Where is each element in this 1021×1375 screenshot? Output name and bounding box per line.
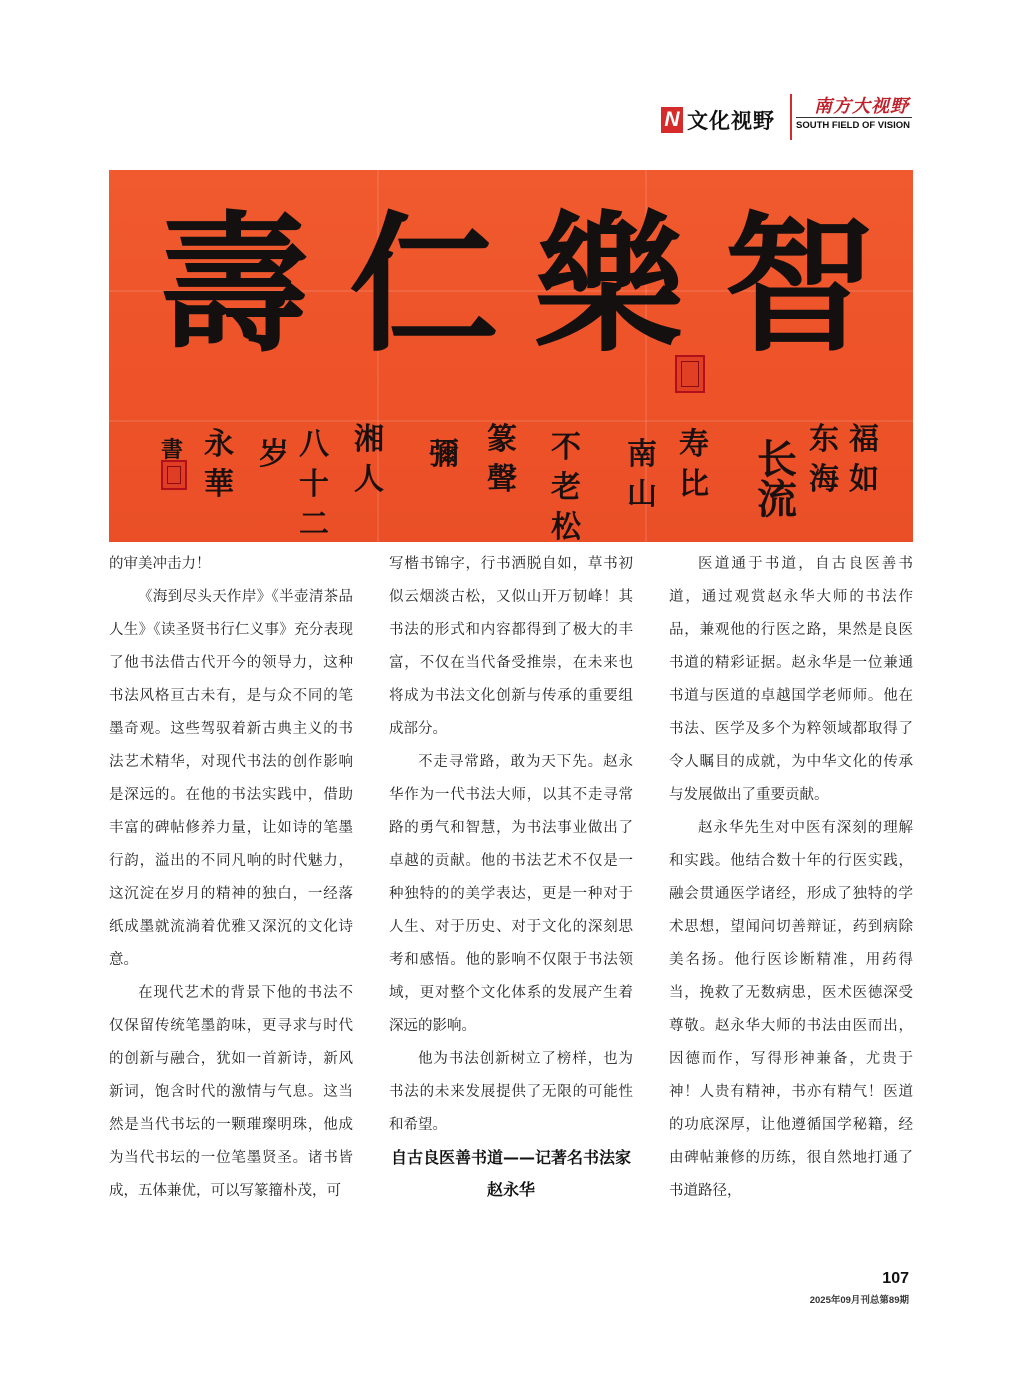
paragraph: 写楷书锦字，行书洒脱自如，草书初似云烟淡古松，又似山开万韧峰！其书法的形式和内容都得到了极大的丰富，不仅在当代备受推崇，在未来也将成为书法文化创新与传承的重要组成部分。 [389, 556, 633, 737]
paragraph: 不走寻常路，敢为天下先。赵永华作为一代书法大师，以其不走寻常路的勇气和智慧，为书法事业做出了卓越的贡献。他的书法艺术不仅是一种独特的的美学表达，更是一种对于人生、对于历史、对于文化的深刻思考和感悟。他的影响不仅限于书法领域，更对整个文化体系的发展产生着深远的影响。 [389, 754, 633, 1034]
seal-stamp [675, 355, 705, 393]
issue-info: 2025年09月刊总第89期 [809, 1295, 909, 1306]
paragraph: 的审美冲击力！ [109, 556, 211, 572]
calligraphy-char-3: 樂 [534, 197, 685, 373]
inscription-col: 湘人 [354, 422, 384, 497]
inscription-col: 福如 [849, 422, 879, 497]
inscription-col: 岁 [259, 437, 289, 472]
header-divider [790, 94, 792, 140]
inscription-col: 篆聲 [487, 422, 517, 497]
paragraph: 医道通于书道，自古良医善书道，通过观赏赵永华大师的书法作品，兼观他的行医之路，果然是良医书道的精彩证据。赵永华是一位兼通书道与医道的卓越国学老师师。他在书法、医学及多个为粹领域都取得了令人瞩目的成就，为中华文化的传承与发展做出了重要贡献。 [669, 556, 913, 803]
inscription-col: 寿比 [679, 427, 709, 502]
inscription-col: 八十二 [299, 427, 329, 542]
inscription-col: 长流 [757, 436, 797, 523]
text-column-3 [669, 548, 913, 1208]
paragraph: 他为书法创新树立了榜样，也为书法的未来发展提供了无限的可能性和希望。 [389, 1051, 633, 1133]
calligraphy-char-4: 智 [724, 197, 875, 373]
section-title: 文化视野 [687, 109, 775, 133]
paragraph: 在现代艺术的背景下他的书法不仅保留传统笔墨韵味，更寻求与时代的创新与融合，犹如一首新诗，新风新词，饱含时代的激情与气息。这当然是当代书坛的一颗璀璨明珠，他成为当代书坛的一位笔墨贤圣。诸书皆成，五体兼优，可以写篆籀朴茂，可 [109, 985, 353, 1199]
inscription-col: 書 [161, 437, 184, 463]
text-column-2 [389, 548, 633, 1206]
inscription-col: 东海 [809, 422, 839, 497]
inscription-col: 南山 [627, 437, 657, 512]
header-rule [796, 117, 912, 118]
inscription-col: 不老松 [551, 430, 581, 542]
text-column-1 [109, 548, 353, 1208]
page-number: 107 [882, 1270, 909, 1287]
calligraphy-artwork [109, 170, 913, 542]
inscription-col: 永華 [204, 427, 234, 502]
magazine-name: 南方大视野 [814, 96, 909, 117]
article-subheading: 自古良医善书道——记著名书法家赵永华 [390, 1148, 631, 1199]
inscription-col: 彌 [429, 437, 459, 472]
paragraph: 赵永华先生对中医有深刻的理解和实践。他结合数十年的行医实践，融会贯通医学诸经，形成了独特的学术思想，望闻问切善辩证，药到病除美名扬。他行医诊断精准，用药得当，挽救了无数病患，医术医德深受尊敬。赵永华大师的书法由医而出，因德而作，写得形神兼备，尤贵于神！人贵有精神，书亦有精气！医道的功底深厚，让他遵循国学秘籍，经由碑帖兼修的历练，很自然地打通了书道路径， [669, 820, 913, 1199]
paragraph: 《海到尽头天作岸》《半壶清茶品人生》《读圣贤书行仁义事》充分表现了他书法借古代开今的领导力，这种书法风格亘古未有，是与众不同的笔墨奇观。这些驾驭着新古典主义的书法艺术精华，对现代书法的创作影响是深远的。在他的书法实践中，借助丰富的碑帖修养力量，让如诗的笔墨行韵，溢出的不同凡响的时代魅力，这沉淀在岁月的精神的独白，一经落纸成墨就流淌着优雅又深沉的文化诗意。 [109, 589, 353, 968]
calligraphy-char-1: 壽 [159, 197, 310, 373]
magazine-english-name: SOUTH FIELD OF VISION [796, 120, 911, 131]
calligraphy-char-2: 仁 [349, 197, 500, 373]
logo-n-icon: N [661, 107, 683, 133]
